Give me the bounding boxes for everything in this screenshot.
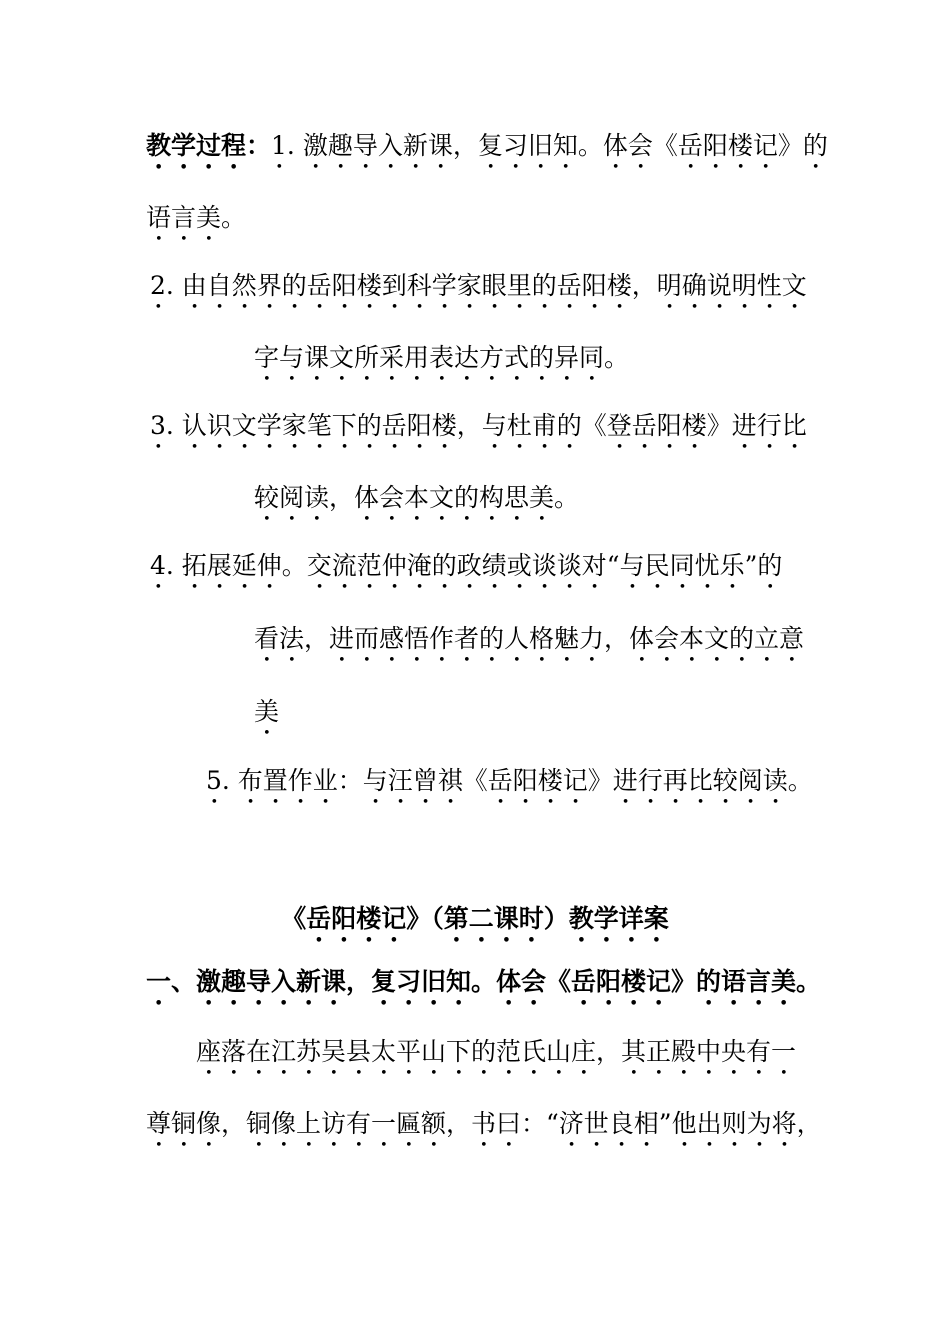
- process-item-4-cont: 看法，进而感悟作者的人格魅力，体会本文的立意: [254, 624, 805, 653]
- process-line-1: [146, 130, 828, 175]
- paragraph-1-line-2: 尊铜像，铜像上访有一匾额，书曰：“济世良相”他出则为将，: [146, 1109, 822, 1138]
- process-item-1: 1. 激趣导入新课，复习旧知。体会《岳阳楼记》的: [271, 131, 828, 160]
- process-item-3: 3. 认识文学家笔下的岳阳楼，与杜甫的《登岳阳楼》进行比: [150, 411, 807, 440]
- section-1-heading: 一、激趣导入新课，复习旧知。体会《岳阳楼记》的语言美。: [146, 967, 822, 996]
- process-item-2: 2. 由自然界的岳阳楼到科学家眼里的岳阳楼，明确说明性文: [150, 271, 807, 300]
- process-item-4: 4. 拓展延伸。交流范仲淹的政绩或谈谈对“与民同忧乐”的: [150, 551, 783, 580]
- process-item-1-cont: 语言美。: [146, 203, 247, 232]
- process-item-4-cont-2: 美: [254, 697, 280, 726]
- process-item-5: 5. 布置作业：与汪曾祺《岳阳楼记》进行再比较阅读。: [206, 766, 813, 795]
- process-item-2-cont: 字与课文所采用表达方式的异同。: [254, 343, 630, 372]
- plan-title: 《岳阳楼记》（第二课时）教学详案: [281, 904, 669, 933]
- paragraph-1-line-1: 座落在江苏吴县太平山下的范氏山庄，其正殿中央有一: [196, 1037, 797, 1066]
- process-item-3-cont: 较阅读，体会本文的构思美。: [254, 483, 580, 512]
- process-label: 教学过程：: [146, 131, 272, 160]
